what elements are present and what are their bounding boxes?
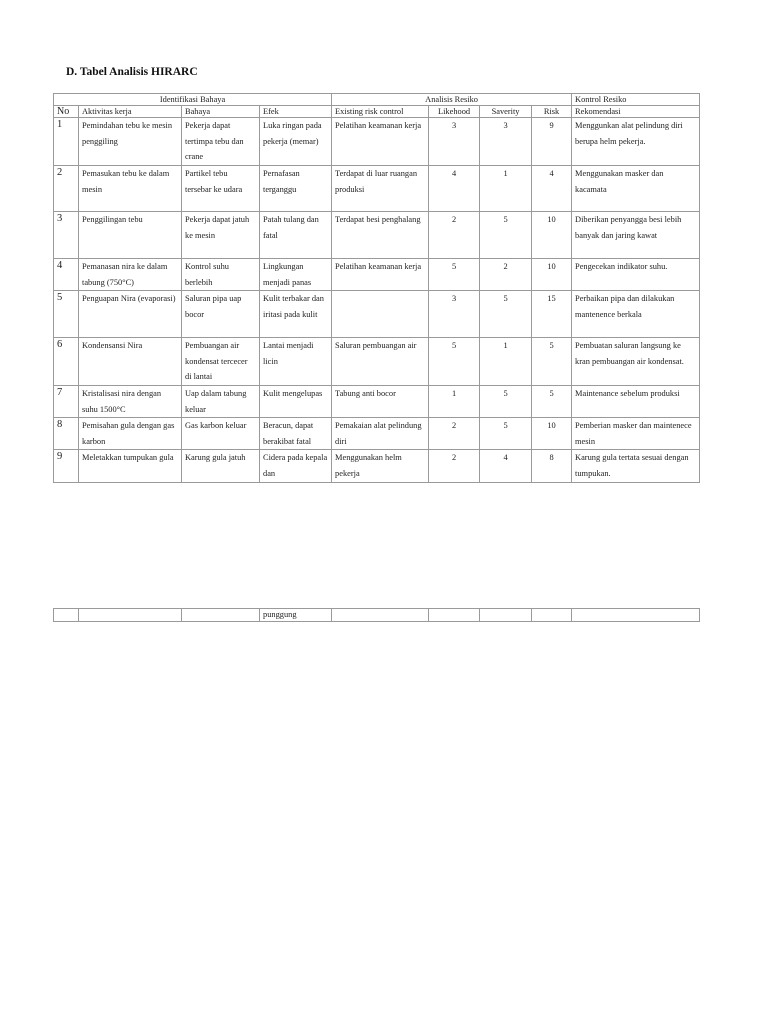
cell-no: 1: [54, 118, 79, 166]
cell-existing: Terdapat di luar ruangan produksi: [332, 166, 429, 212]
cell-hazard: Kontrol suhu berlebih: [182, 259, 260, 291]
cell-effect: Pernafasan terganggu: [260, 166, 332, 212]
cell-severity: 3: [480, 118, 532, 166]
cell-effect: Kulit terbakar dan iritasi pada kulit: [260, 291, 332, 338]
cell-no: 6: [54, 338, 79, 386]
cell-existing: Tabung anti bocor: [332, 385, 429, 417]
cell-severity: 5: [480, 212, 532, 259]
group-identification: Identifikasi Bahaya: [54, 94, 332, 106]
cell-risk: 5: [532, 338, 572, 386]
cell-risk: 10: [532, 212, 572, 259]
cell-recommendation: Menggunkan alat pelindung diri berupa helm pekerja.: [572, 118, 700, 166]
cell-recommendation: [572, 609, 700, 622]
cell-severity: 5: [480, 291, 532, 338]
cell-existing: Pemakaian alat pelindung diri: [332, 418, 429, 450]
cell-activity: Kristalisasi nira dengan suhu 1500°C: [79, 385, 182, 417]
cell-hazard: [182, 609, 260, 622]
cell-severity: 1: [480, 338, 532, 386]
cell-effect: Lingkungan menjadi panas: [260, 259, 332, 291]
table-row: [54, 166, 700, 212]
cell-likelihood: 3: [429, 291, 480, 338]
cell-risk: 4: [532, 166, 572, 212]
cell-effect: Luka ringan pada pekerja (memar): [260, 118, 332, 166]
cell-likelihood: 2: [429, 450, 480, 482]
cell-recommendation: Perbaikan pipa dan dilakukan mantenence berkala: [572, 291, 700, 338]
cell-likelihood: [429, 609, 480, 622]
header-no: No: [54, 106, 79, 118]
cell-recommendation: Karung gula tertata sesuai dengan tumpukan.: [572, 450, 700, 482]
cell-likelihood: 1: [429, 385, 480, 417]
group-control: Kontrol Resiko: [572, 94, 700, 106]
cell-likelihood: 3: [429, 118, 480, 166]
cell-hazard: Karung gula jatuh: [182, 450, 260, 482]
cell-hazard: Uap dalam tabung keluar: [182, 385, 260, 417]
cell-no: 2: [54, 166, 79, 212]
cell-hazard: Pembuangan air kondensat tercecer di lantai: [182, 338, 260, 386]
cell-severity: 5: [480, 385, 532, 417]
cell-severity: 1: [480, 166, 532, 212]
header-hazard: Bahaya: [182, 106, 260, 118]
cell-hazard: Pekerja dapat tertimpa tebu dan crane: [182, 118, 260, 166]
table-row: [54, 291, 700, 338]
cell-activity: Pemisahan gula dengan gas karbon: [79, 418, 182, 450]
cell-activity: Pemasukan tebu ke dalam mesin: [79, 166, 182, 212]
cell-effect: Cidera pada kepala dan: [260, 450, 332, 482]
header-risk: Risk: [532, 106, 572, 118]
cell-risk: 10: [532, 418, 572, 450]
cell-no: 4: [54, 259, 79, 291]
cell-no: 3: [54, 212, 79, 259]
header-recommendation: Rekomendasi: [572, 106, 700, 118]
cell-existing: [332, 291, 429, 338]
cell-risk: 9: [532, 118, 572, 166]
cell-recommendation: Pemberian masker dan maintenece mesin: [572, 418, 700, 450]
cell-hazard: Partikel tebu tersebar ke udara: [182, 166, 260, 212]
cell-no: 7: [54, 385, 79, 417]
cell-no: 8: [54, 418, 79, 450]
cell-activity: Kondensansi Nira: [79, 338, 182, 386]
table-row: [54, 118, 700, 166]
cell-effect: Beracun, dapat berakibat fatal: [260, 418, 332, 450]
cell-likelihood: 4: [429, 166, 480, 212]
cell-risk: 8: [532, 450, 572, 482]
cell-no: 9: [54, 450, 79, 482]
cell-likelihood: 5: [429, 338, 480, 386]
cell-effect: Patah tulang dan fatal: [260, 212, 332, 259]
cell-existing: [332, 609, 429, 622]
cell-severity: 2: [480, 259, 532, 291]
cell-hazard: Pekerja dapat jatuh ke mesin: [182, 212, 260, 259]
group-header-row: [54, 94, 700, 106]
cell-likelihood: 2: [429, 418, 480, 450]
cell-no: 5: [54, 291, 79, 338]
cell-hazard: Saluran pipa uap bocor: [182, 291, 260, 338]
cell-recommendation: Pembuatan saluran langsung ke kran pembuangan air kondensat.: [572, 338, 700, 386]
cell-likelihood: 2: [429, 212, 480, 259]
cell-likelihood: 5: [429, 259, 480, 291]
table-row: [54, 450, 700, 482]
cell-effect: Kulit mengelupas: [260, 385, 332, 417]
table-row: [54, 212, 700, 259]
cell-activity: Meletakkan tumpukan gula: [79, 450, 182, 482]
table-row: [54, 418, 700, 450]
cell-activity: Pemanasan nira ke dalam tabung (750°C): [79, 259, 182, 291]
cell-risk: [532, 609, 572, 622]
cell-risk: 5: [532, 385, 572, 417]
cell-activity: [79, 609, 182, 622]
column-header-row: [54, 106, 700, 118]
hirarc-table: [53, 93, 700, 483]
page-title: D. Tabel Analisis HIRARC: [66, 66, 198, 78]
cell-existing: Terdapat besi penghalang: [332, 212, 429, 259]
cell-recommendation: Maintenance sebelum produksi: [572, 385, 700, 417]
header-likelihood: Likehood: [429, 106, 480, 118]
continuation-row: [54, 609, 700, 622]
cell-existing: Saluran pembuangan air: [332, 338, 429, 386]
cell-activity: Pemindahan tebu ke mesin penggiling: [79, 118, 182, 166]
cell-severity: 5: [480, 418, 532, 450]
cell-activity: Penguapan Nira (evaporasi): [79, 291, 182, 338]
cell-existing: Menggunakan helm pekerja: [332, 450, 429, 482]
cell-hazard: Gas karbon keluar: [182, 418, 260, 450]
header-effect: Efek: [260, 106, 332, 118]
header-existing: Existing risk control: [332, 106, 429, 118]
group-analysis: Analisis Resiko: [332, 94, 572, 106]
cell-effect: Lantai menjadi licin: [260, 338, 332, 386]
cell-severity: [480, 609, 532, 622]
cell-existing: Pelatihan keamanan kerja: [332, 259, 429, 291]
cell-risk: 15: [532, 291, 572, 338]
cell-activity: Penggilingan tebu: [79, 212, 182, 259]
cell-existing: Pelatihan keamanan kerja: [332, 118, 429, 166]
cell-no: [54, 609, 79, 622]
cell-recommendation: Diberikan penyangga besi lebih banyak dan jaring kawat: [572, 212, 700, 259]
header-severity: Saverity: [480, 106, 532, 118]
table-row: [54, 259, 700, 291]
cell-effect: punggung: [260, 609, 332, 622]
table-row: [54, 338, 700, 386]
header-activity: Aktivitas kerja: [79, 106, 182, 118]
table-row: [54, 385, 700, 417]
cell-severity: 4: [480, 450, 532, 482]
cell-recommendation: Pengecekan indikator suhu.: [572, 259, 700, 291]
cell-risk: 10: [532, 259, 572, 291]
continuation-table: [53, 608, 700, 622]
cell-recommendation: Menggunakan masker dan kacamata: [572, 166, 700, 212]
